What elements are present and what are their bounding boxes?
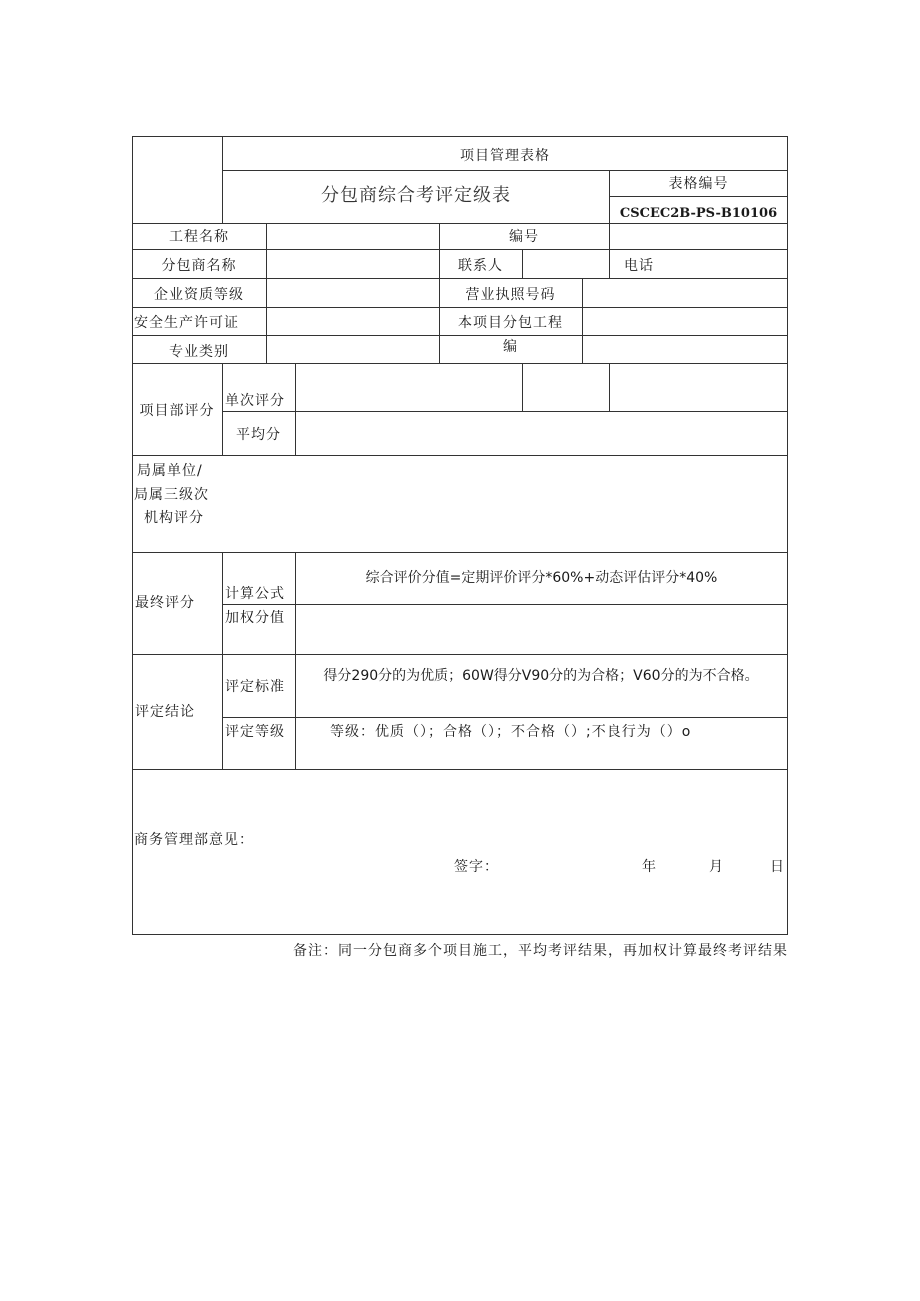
grade-label: 评定等级 [225, 724, 285, 740]
specialty-field[interactable] [267, 336, 439, 363]
weighted-score-label: 加权分值 [225, 610, 285, 626]
contact-field[interactable] [523, 250, 609, 278]
rule [132, 249, 788, 250]
project-name-field[interactable] [267, 224, 439, 249]
form-category: 项目管理表格 [460, 148, 550, 164]
subcontractor-label: 分包商名称 [161, 258, 237, 274]
rule [222, 717, 788, 718]
safety-permit-field[interactable] [267, 308, 439, 335]
rule [132, 552, 788, 553]
single-score-field-3[interactable] [610, 364, 787, 411]
license-field[interactable] [583, 279, 787, 307]
qualification-label: 企业资质等级 [154, 287, 244, 303]
footer-note: 备注：同一分包商多个项目施工，平均考评结果，再加权计算最终考评结果 [293, 943, 788, 959]
license-label: 营业执照号码 [465, 287, 556, 303]
average-score-field[interactable] [296, 412, 787, 455]
weighted-score-field[interactable] [296, 605, 787, 654]
code-label: 编 [503, 339, 518, 355]
border-top [132, 136, 788, 137]
final-score-label: 最终评分 [135, 595, 195, 611]
specialty-label: 专业类别 [169, 344, 229, 360]
project-name-label: 工程名称 [169, 229, 229, 245]
opinion-field[interactable] [133, 770, 787, 825]
border-bottom [132, 934, 788, 935]
single-score-label: 单次评分 [225, 393, 285, 409]
bureau-score-label-line2: 局属三级次 [134, 487, 209, 503]
formula-label: 计算公式 [225, 586, 285, 602]
rule [222, 170, 788, 171]
conclusion-label: 评定结论 [135, 704, 195, 720]
opinion-label: 商务管理部意见： [134, 832, 254, 848]
form-number-value: CSCEC2B-PS-B10106 [619, 206, 778, 221]
phone-label: 电话 [624, 258, 654, 274]
code-field[interactable] [583, 336, 787, 363]
single-score-field-2[interactable] [523, 364, 609, 411]
bureau-score-label-line1: 局属单位/ [137, 463, 203, 479]
number-field[interactable] [610, 224, 787, 249]
single-score-field-1[interactable] [296, 364, 522, 411]
average-score-label: 平均分 [236, 427, 281, 443]
rule [132, 654, 788, 655]
standard-value: 得分290分的为优质；60W得分V90分的为合格；V60分的为不合格。 [323, 668, 759, 684]
form-number-label: 表格编号 [668, 176, 729, 192]
bureau-score-field[interactable] [223, 456, 787, 552]
sign-month-label: 月 [709, 859, 724, 875]
project-score-label: 项目部评分 [139, 403, 215, 419]
formula-value: 综合评价分值=定期评价评分*60%+动态评估评分*40% [365, 570, 718, 586]
safety-permit-label: 安全生产许可证 [134, 315, 239, 331]
sign-label: 签字： [454, 859, 499, 875]
standard-label: 评定标准 [225, 679, 285, 695]
sign-day-label: 日 [770, 859, 785, 875]
number-label: 编号 [509, 229, 539, 245]
rule [609, 196, 788, 197]
border-right [787, 136, 788, 935]
rule [609, 249, 610, 278]
subcontract-work-field[interactable] [583, 308, 787, 335]
form-title: 分包商综合考评定级表 [321, 185, 511, 206]
subcontract-work-label: 本项目分包工程 [458, 315, 563, 331]
sign-year-label: 年 [642, 859, 657, 875]
subcontractor-field[interactable] [267, 250, 439, 278]
bureau-score-label-line3: 机构评分 [144, 510, 204, 526]
rule [222, 552, 223, 769]
contact-label: 联系人 [458, 258, 503, 274]
grade-value: 等级：优质（）；合格（）；不合格（）;不良行为（）o [330, 724, 692, 740]
qualification-field[interactable] [267, 279, 439, 307]
